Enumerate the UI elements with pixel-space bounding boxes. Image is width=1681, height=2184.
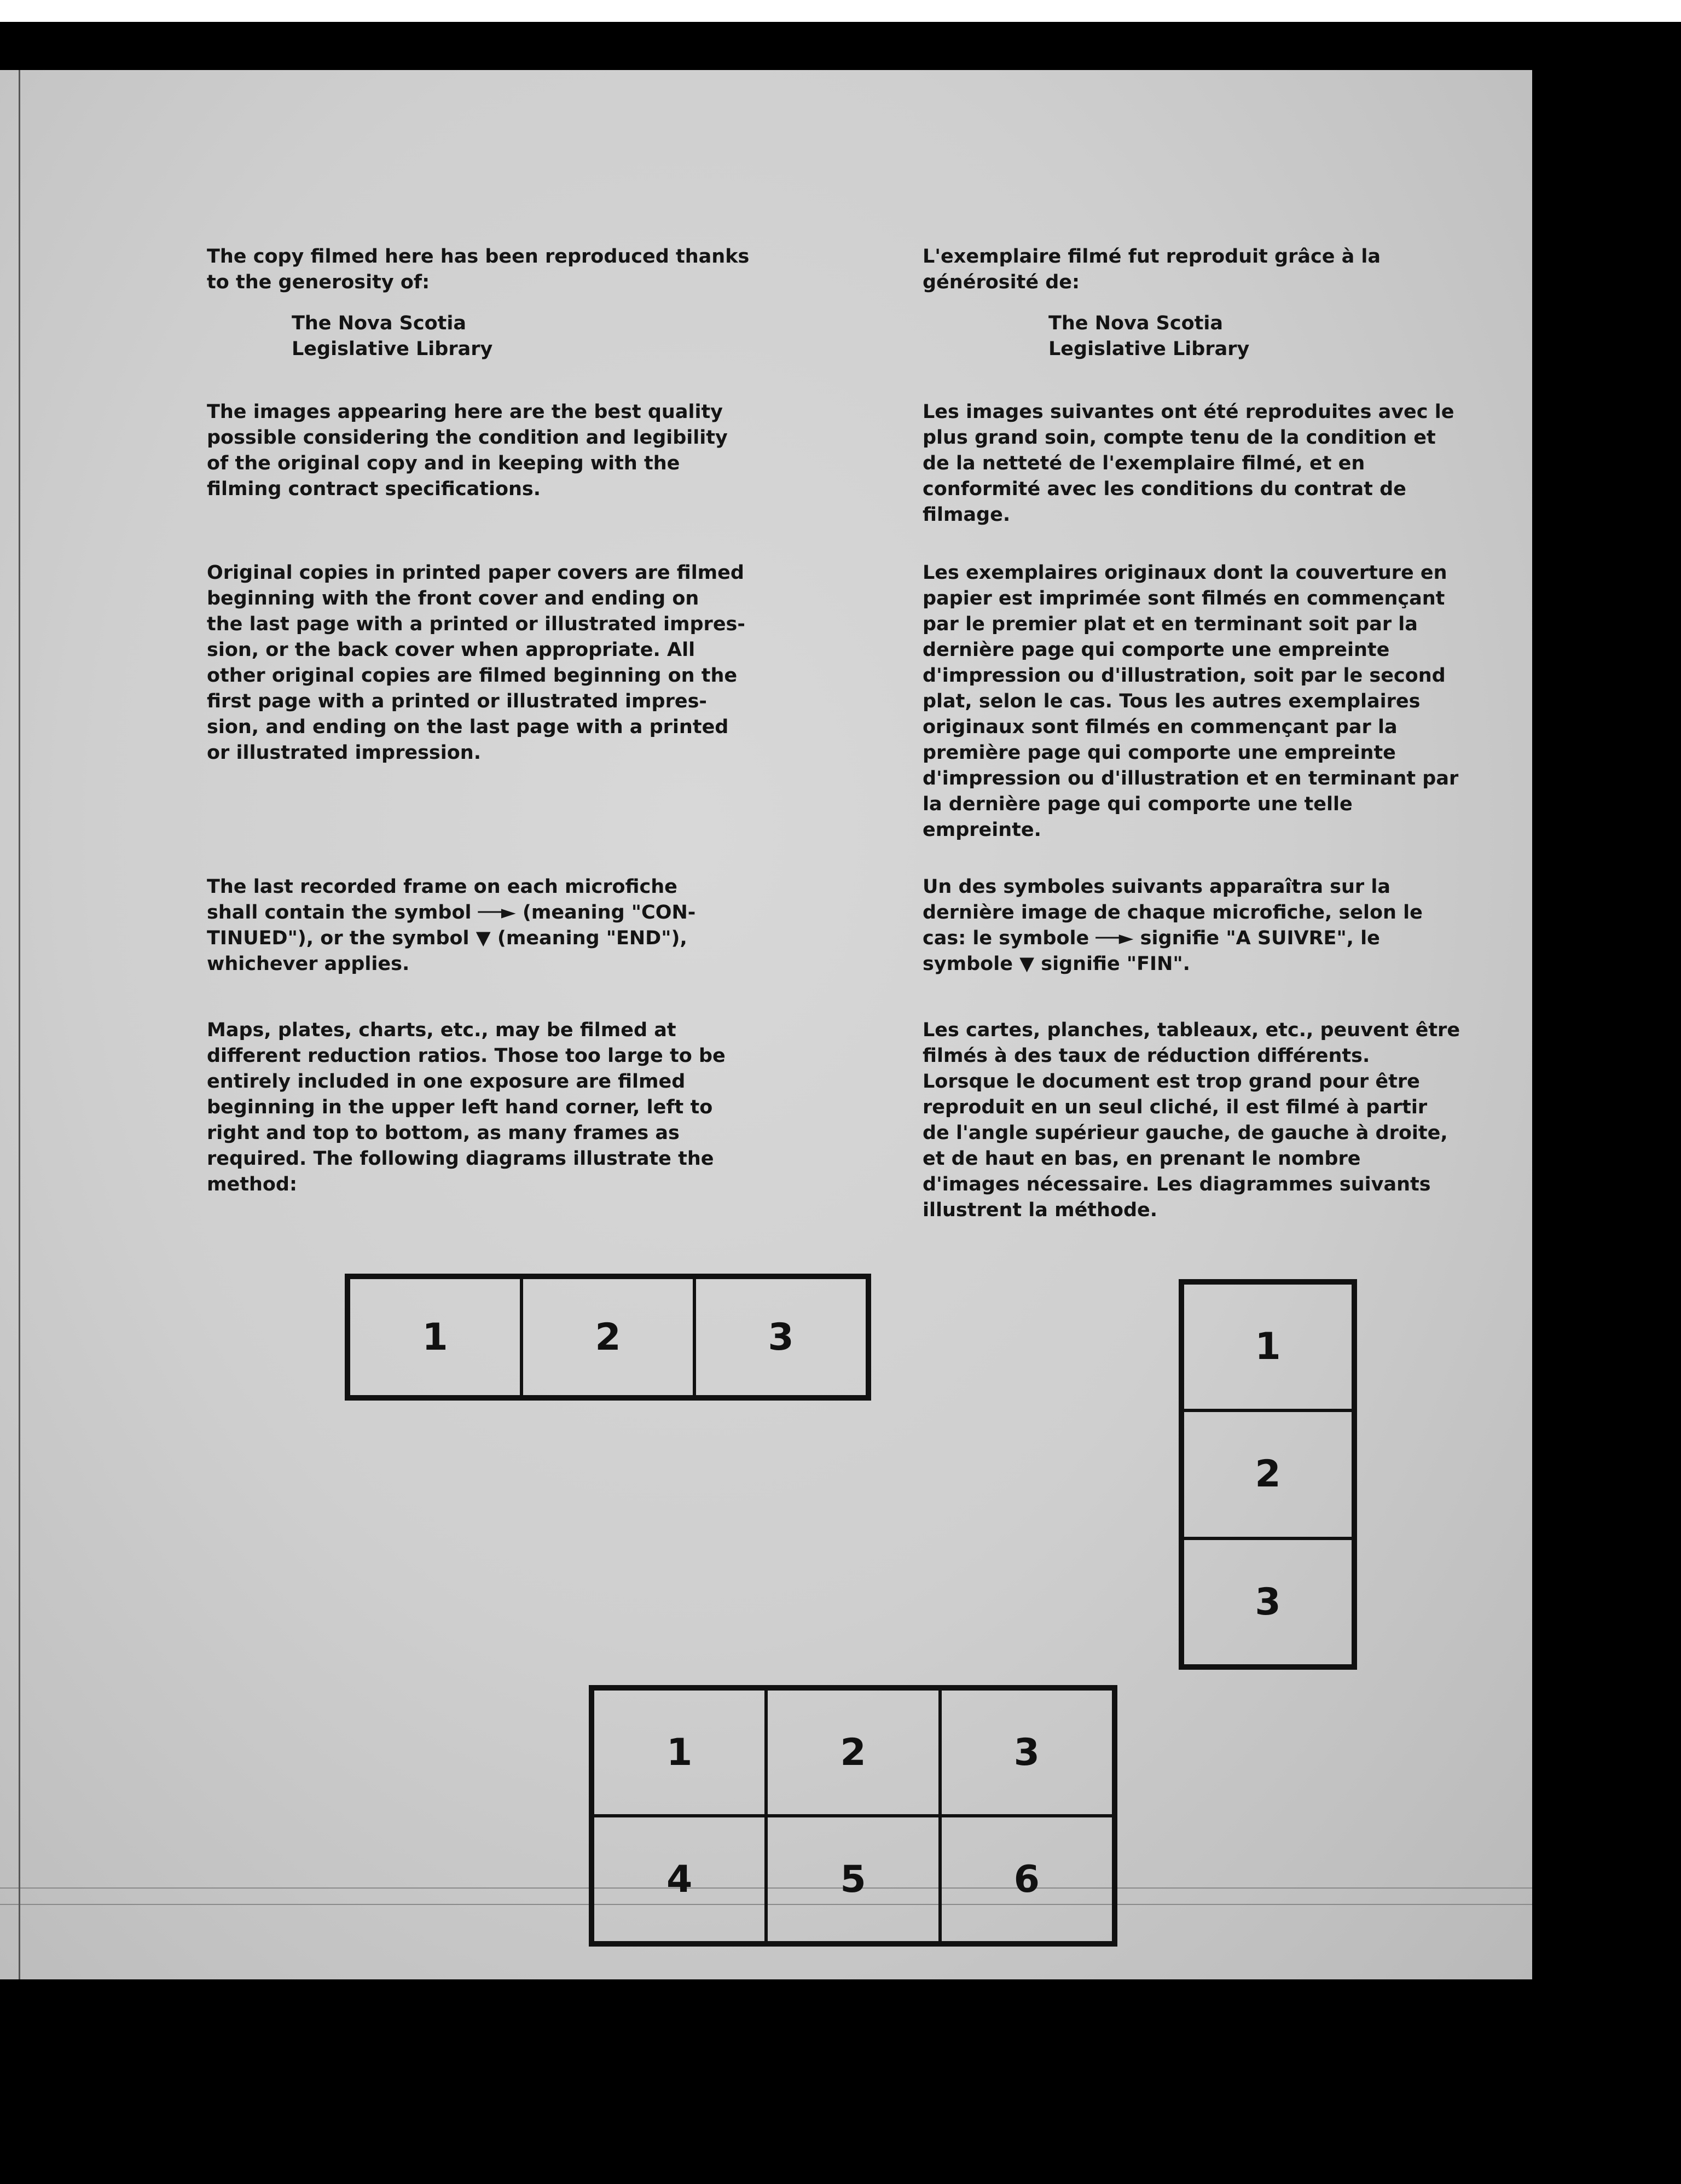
- french-quality-paragraph: Les images suivantes ont été reproduites avec le plus grand soin, compte tenu de la condition et de la netteté de l'exemplaire filmé, et en conformité avec les conditions du contrat de filmage.: [923, 401, 1454, 526]
- frame-cell: 3: [694, 1277, 867, 1397]
- french-covers-paragraph: Les exemplaires originaux dont la couverture en papier est imprimée sont filmés en commençant par le premier plat et en terminant soit par la dernière page qui comporte une empreinte d'impression ou d'illustration, soit par le second plat, selon le cas. Tous les autres exemplaires originaux sont filmés en commençant par la première page qui comporte une empreinte d'impression ou d'illustration et en terminant par la dernière page qui comporte une telle empreinte.: [923, 562, 1459, 841]
- frame-cell: 1: [1183, 1283, 1353, 1410]
- frame-cell: 4: [593, 1816, 766, 1943]
- english-symbols-paragraph: The last recorded frame on each microfiche shall contain the symbol ──► (meaning "CON- TINUED"), or the symbol ▼ (meaning "END"), whichever applies.: [207, 876, 696, 975]
- frame-cell: 1: [593, 1689, 766, 1816]
- french-library-name: The Nova Scotia Legislative Library: [1048, 312, 1250, 360]
- horizontal-frame-diagram: [345, 1274, 871, 1401]
- scan-top-edge: [0, 0, 1681, 22]
- french-maps-paragraph: Les cartes, planches, tableaux, etc., peuvent être filmés à des taux de réduction différents. Lorsque le document est trop grand pour être reproduit en un seul cliché, il est filmé à partir de l'angle supérieur gauche, de gauche à droite, et de haut en bas, en prenant le nombre d'images nécessaire. Les diagrammes suivants illustrent la méthode.: [923, 1019, 1460, 1221]
- frame-cell: 2: [766, 1689, 940, 1816]
- grid-frame-diagram: [589, 1685, 1117, 1947]
- english-library-name: The Nova Scotia Legislative Library: [292, 312, 493, 360]
- vertical-frame-diagram: [1179, 1279, 1357, 1670]
- frame-cell: 5: [766, 1816, 940, 1943]
- frame-cell: 1: [349, 1277, 521, 1397]
- scan-left-edge: [19, 70, 20, 1979]
- frame-cell: 3: [940, 1689, 1114, 1816]
- english-covers-paragraph: Original copies in printed paper covers are filmed beginning with the front cover and ending on the last page with a printed or illustrated impres- sion, or the back cover when appropriate. All other original copies are filmed beginning on the first page with a printed or illustrated impres- sion, and ending on the last page with a printed or illustrated impression.: [207, 562, 745, 764]
- frame-cell: 3: [1183, 1538, 1353, 1666]
- document-page: [0, 70, 1532, 1979]
- english-thanks: The copy filmed here has been reproduced thanks to the generosity of:: [207, 246, 750, 293]
- english-maps-paragraph: Maps, plates, charts, etc., may be filmed at different reduction ratios. Those too large to be entirely included in one exposure are filmed beginning in the upper left hand corner, left to right and top to bottom, as many frames as required. The following diagrams illustrate the method:: [207, 1019, 726, 1195]
- french-symbols-paragraph: Un des symboles suivants apparaîtra sur la dernière image de chaque microfiche, selon le cas: le symbole ──► signifie "A SUIVRE", le symbole ▼ signifie "FIN".: [923, 876, 1423, 975]
- frame-cell: 2: [521, 1277, 694, 1397]
- french-thanks: L'exemplaire filmé fut reproduit grâce à la générosité de:: [923, 246, 1381, 293]
- frame-cell: 2: [1183, 1410, 1353, 1538]
- english-quality-paragraph: The images appearing here are the best quality possible considering the condition and legibility of the original copy and in keeping with the filming contract specifications.: [207, 401, 728, 500]
- frame-cell: 6: [940, 1816, 1114, 1943]
